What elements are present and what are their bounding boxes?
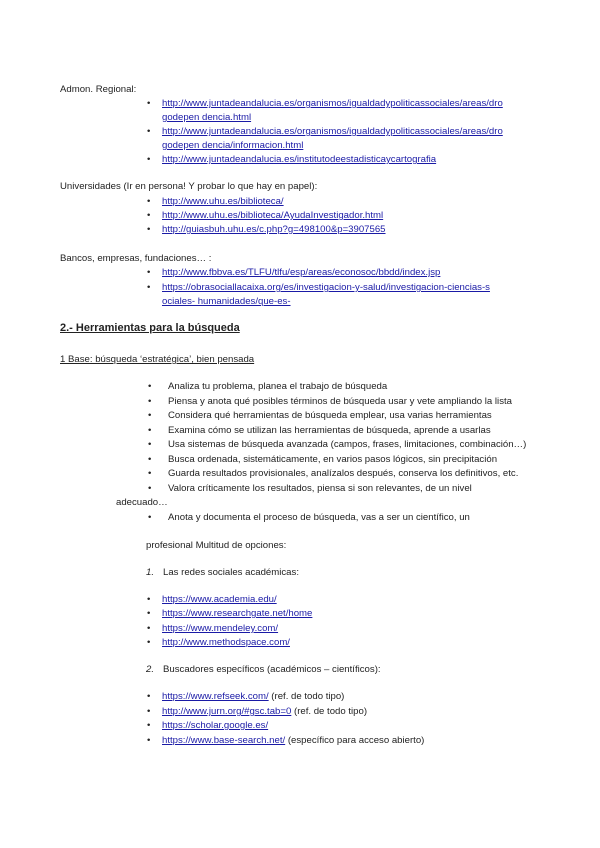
bullet: • [147,608,151,619]
numbered-heading [146,663,381,676]
link-continuation[interactable]: godepen dencia/informacion.html [162,140,304,151]
bullet: • [147,196,151,207]
link[interactable]: http://www.juntadeandalucia.es/organismos/igualdadypoliticassociales/areas/dro [162,98,503,109]
bullet: • [147,282,151,293]
bullet: • [147,267,151,278]
numbered-heading [146,566,299,579]
bullet: • [148,396,152,407]
item-title: Las redes sociales académicas: [163,567,299,578]
link[interactable]: http://www.juntadeandalucia.es/organismos/igualdadypoliticassociales/areas/dro [162,126,503,137]
bullet: • [147,735,151,746]
bullet: • [147,594,151,605]
link[interactable]: http://guiasbuh.uhu.es/c.php?g=498100&p=3907565 [162,224,386,235]
link-note: (específico para acceso abierto) [285,735,425,746]
link[interactable]: http://www.jurn.org/#gsc.tab=0 [162,706,292,717]
bullet-text: Examina cómo se utilizan las herramientas de búsqueda, aprende a usarlas [168,425,491,436]
link[interactable]: http://www.uhu.es/biblioteca/AyudaInvestigador.html [162,210,384,221]
profesional-line: profesional Multitud de opciones: [146,540,287,551]
link[interactable]: http://www.fbbva.es/TLFU/tlfu/esp/areas/econosoc/bbdd/index.jsp [162,267,441,278]
link[interactable]: https://www.mendeley.com/ [162,623,279,634]
bullet-text: Considera qué herramientas de búsqueda emplear, usa varias herramientas [168,410,492,421]
bullet-text: Usa sistemas de búsqueda avanzada (campos, frases, limitaciones, combinación…) [168,439,527,450]
bullet-text: Guarda resultados provisionales, analízalos después, conserva los definitivos, etc. [168,468,519,479]
section-subtitle: 1 Base: búsqueda ‘estratégica’, bien pensada [60,354,255,365]
item-title: Buscadores específicos (académicos – científicos): [163,664,381,675]
bullet-text: Valora críticamente los resultados, piensa si son relevantes, de un nivel [168,483,472,494]
bullet: • [147,126,151,137]
bullet-text: Busca ordenada, sistemáticamente, en varios pasos lógicos, sin precipitación [168,454,498,465]
universidades-heading: Universidades (Ir en persona! Y probar lo que hay en papel): [60,181,318,192]
bullet: • [147,210,151,221]
link[interactable]: http://www.uhu.es/biblioteca/ [162,196,284,207]
bullet: • [147,154,151,165]
bullet: • [147,706,151,717]
bullet: • [148,483,152,494]
bullet: • [148,425,152,436]
bancos-heading: Bancos, empresas, fundaciones… : [60,253,212,264]
bullet: • [148,454,152,465]
bullet: • [147,637,151,648]
link[interactable]: https://www.researchgate.net/home [162,608,313,619]
link[interactable]: https://www.refseek.com/ [162,691,269,702]
bullet: • [147,691,151,702]
bullet-text: Anota y documenta el proceso de búsqueda, vas a ser un científico, un [168,512,470,523]
link-note: (ref. de todo tipo) [291,706,368,717]
bullet-text: Piensa y anota qué posibles términos de búsqueda usar y vete ampliando la lista [168,396,512,407]
link-continuation[interactable]: godepen dencia.html [162,112,252,123]
bullet: • [148,410,152,421]
bullet: • [147,224,151,235]
link[interactable]: https://obrasociallacaixa.org/es/investigacion-y-salud/investigacion-ciencias-s [162,282,490,293]
section-title: 2.- Herramientas para la búsqueda [60,322,240,334]
link-continuation[interactable]: ociales- humanidades/que-es- [162,296,291,307]
link[interactable]: https://www.academia.edu/ [162,594,277,605]
bullet: • [148,381,152,392]
bullet: • [148,512,152,523]
bullet: • [148,439,152,450]
bullet: • [147,98,151,109]
item-number: 2. [146,664,155,675]
link-note: (ref. de todo tipo) [268,691,345,702]
item-number: 1. [146,567,155,578]
link[interactable]: http://www.juntadeandalucia.es/institutodeestadisticaycartografia [162,154,437,165]
bullet-continuation: adecuado… [116,497,168,508]
admon-heading: Admon. Regional: [60,84,137,95]
bullet-text: Analiza tu problema, planea el trabajo de búsqueda [168,381,388,392]
link[interactable]: https://www.base-search.net/ [162,735,286,746]
bullet: • [148,468,152,479]
bullet: • [147,720,151,731]
link[interactable]: http://www.methodspace.com/ [162,637,290,648]
bullet: • [147,623,151,634]
link[interactable]: https://scholar.google.es/ [162,720,269,731]
